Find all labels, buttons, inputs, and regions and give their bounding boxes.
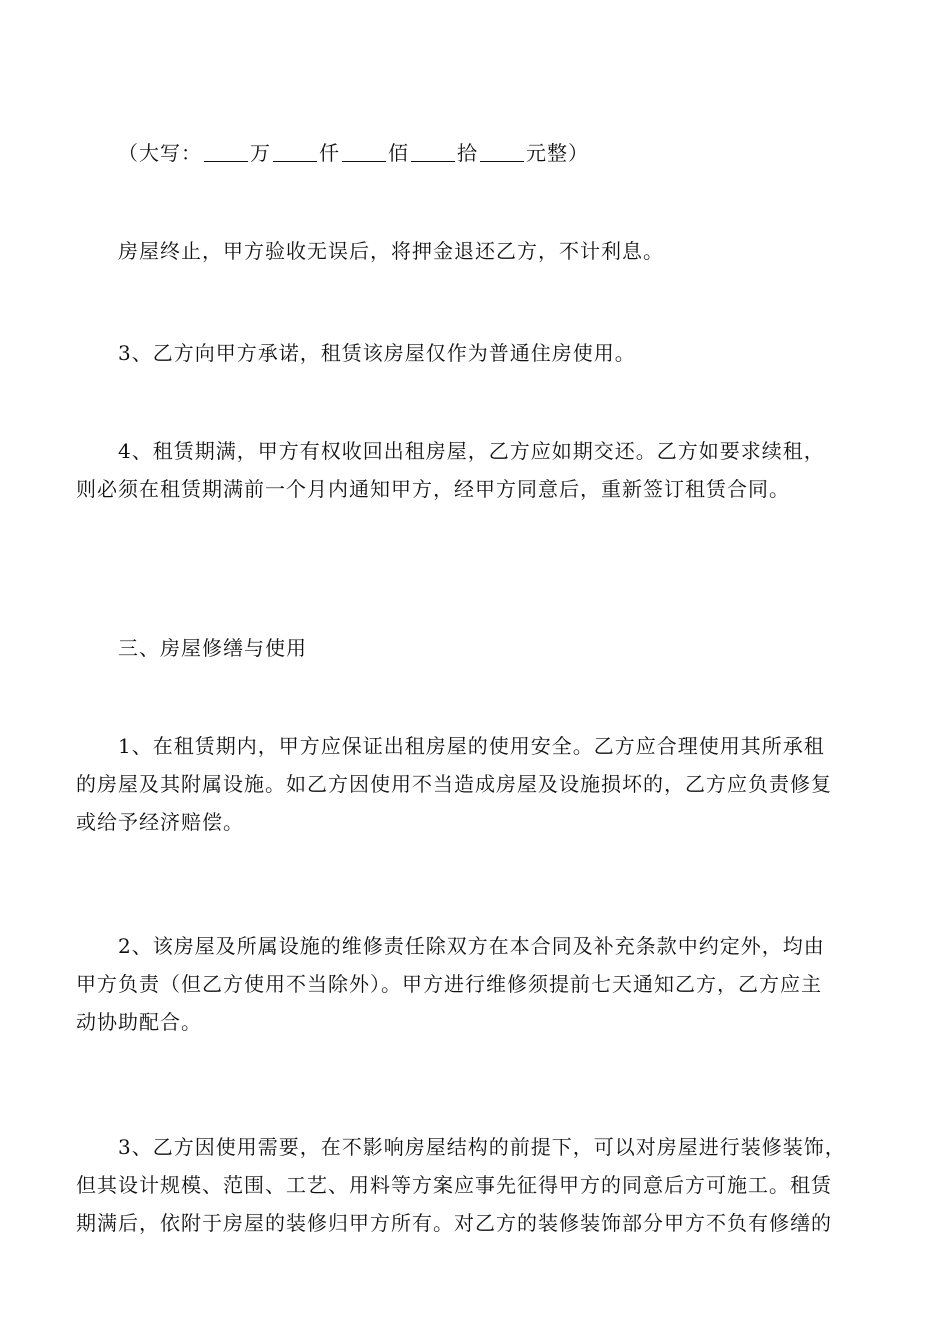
unit-qian: 仟 [319,141,340,165]
clause-3-paragraph: 3、乙方向甲方承诺，租赁该房屋仅作为普通住房使用。 [118,341,636,365]
unit-bai: 佰 [388,141,409,165]
unit-wan: 万 [250,141,271,165]
section-3-clause-1: 1、在租赁期内，甲方应保证出租房屋的使用安全。乙方应合理使用其所承租 的房屋及其附属设施。如乙方因使用不当造成房屋及设施损坏的，乙方应负责修复 或给予经济赔偿。 [76,734,832,834]
unit-yuan: 元整） [526,141,589,165]
blank-field [204,141,248,162]
blank-field [273,141,317,162]
clause-4-paragraph: 4、租赁期满，甲方有权收回出租房屋，乙方应如期交还。乙方如要求续租， 则必须在租赁期满前一个月内通知甲方，经甲方同意后，重新签订租赁合同。 [76,439,825,501]
blank-field [342,141,386,162]
blank-field [480,141,524,162]
unit-shi: 拾 [457,141,478,165]
amount-in-words-line [76,134,876,172]
blank-field [411,141,455,162]
section-3-heading: 三、房屋修缮与使用 [118,636,307,660]
amount-prefix: （大写： [118,141,202,165]
section-3-clause-2: 2、该房屋及所属设施的维修责任除双方在本合同及补充条款中约定外，均由 甲方负责（但乙方使用不当除外）。甲方进行维修须提前七天通知乙方，乙方应主 动协助配合。 [76,934,825,1034]
deposit-return-paragraph: 房屋终止，甲方验收无误后，将押金退还乙方，不计利息。 [118,239,664,263]
section-3-clause-3: 3、乙方因使用需要，在不影响房屋结构的前提下，可以对房屋进行装修装饰， 但其设计规模、范围、工艺、用料等方案应事先征得甲方的同意后方可施工。租赁 期满后，依附于房屋的装修归甲方所有。对乙方的装修装饰部分甲方不负有修缮的 [76,1135,846,1235]
